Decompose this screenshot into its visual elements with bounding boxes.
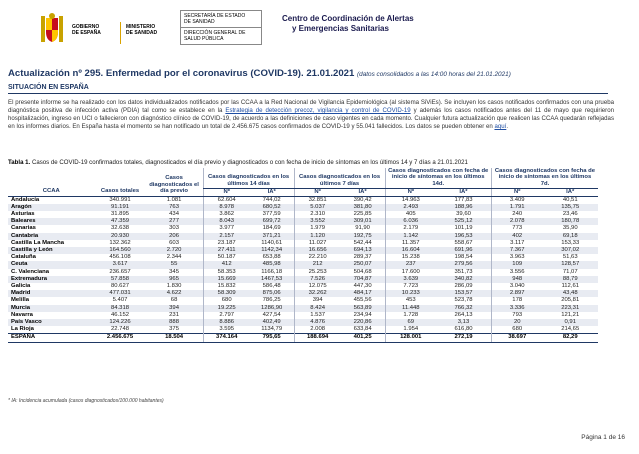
table-cell: 55: [146, 261, 204, 268]
table-cell: 6.036: [385, 218, 436, 225]
ccaa-name: La Rioja: [11, 326, 34, 333]
table-cell: 35,90: [562, 225, 578, 232]
table-row: [8, 312, 598, 319]
table-row: [8, 283, 598, 290]
table-cell: 1.537: [294, 312, 341, 319]
table-row: [8, 297, 598, 304]
ccaa-name: País Vasco: [8, 319, 95, 326]
table-cell: 786,25: [262, 297, 281, 304]
table-cell: 57.858: [95, 276, 146, 283]
intro-paragraph: El presente informe se ha realizado con los datos individualizados notificados por las CCAA a la Red Nacional de Vigilancia Epidemiológica (al sistema SiViEs). Se incluyen los casos notificados confirmados con una prueba diagnóstica positiva de infección activa (PDIA) tal como se establece en la Estrategia de detección precoz, vigilancia y control de COVID-19 y además los casos notificados antes del 11 de mayo que requirieron hospitalización, ingreso en UCI o fallecieron con diagnóstico clínico de COVID-19, de acuerdo a las definiciones de caso vigentes en cada momento. Cualquier futura actualización que realicen las CCAA quedarán reflejadas en los informes diarios. En España hasta el momento se han notificado un total de 2.456.675 casos confirmados de COVID-19 y 55.041 fallecidos. Los datos se pueden obtener en aquí.: [8, 99, 614, 130]
table-cell: 633,84: [353, 326, 372, 333]
table-cell: 128,57: [542, 261, 598, 268]
report-header: [0, 0, 639, 62]
table-cell: 32.851: [294, 196, 341, 204]
table-cell: 128.001: [385, 334, 436, 342]
table-row: [8, 254, 598, 261]
table-cell: 17.600: [385, 269, 436, 276]
table-cell: 180,78: [542, 218, 598, 225]
table-cell: 8.424: [294, 305, 341, 312]
table-cell: 3.639: [385, 276, 436, 283]
center-name: Centro de Coordinación de Alertas y Emergencias Sanitarias: [282, 14, 414, 33]
table-cell: 2.179: [385, 225, 436, 232]
table-cell: 19.225: [203, 305, 250, 312]
ccaa-name: Canarias: [11, 225, 36, 232]
table-cell: 132.362: [109, 239, 131, 246]
table-cell: 744,02: [262, 196, 281, 203]
ccaa-name: Madrid: [8, 290, 95, 297]
table-cell: 236.657: [109, 268, 131, 275]
table-cell: 188.694: [294, 334, 341, 342]
table-cell: 1.081: [166, 196, 182, 203]
table-cell: 5.407: [112, 297, 128, 304]
col-group-14d: Casos diagnosticados en los últimos 14 días: [203, 168, 294, 189]
table-cell: 188,96: [436, 204, 491, 211]
table-cell: 3.977: [203, 225, 250, 232]
ccaa-name: Baleares: [8, 218, 95, 225]
table-cell: 153,33: [561, 239, 580, 246]
table-cell: 16.656: [294, 247, 341, 254]
table-cell: 27.411: [203, 247, 250, 254]
table-cell: 12.075: [294, 283, 341, 290]
table-cell: 2.008: [294, 326, 341, 334]
table-cell: 212: [294, 261, 341, 268]
table-cell: 3.409: [491, 196, 542, 204]
table-cell: 2.897: [491, 290, 542, 297]
table-cell: 381,80: [341, 204, 385, 211]
report-title: Actualización nº 295. Enfermedad por el coronavirus (COVID-19). 21.01.2021 (datos consolidados a las 14:00 horas del 21.01.2021): [8, 68, 511, 79]
table-cell: 394: [146, 305, 204, 312]
table-row: [8, 225, 598, 232]
data-link[interactable]: aquí: [494, 123, 507, 130]
table-row: [8, 218, 598, 225]
table-cell: 1142,34: [250, 247, 294, 254]
table-cell: 69: [385, 319, 436, 326]
table-cell: 477.031: [95, 290, 146, 297]
col-group-symptoms-7d: Casos diagnosticados con fecha de inicio de síntomas en los últimos 7d.: [491, 168, 598, 189]
table-cell: 43,48: [542, 290, 598, 297]
table-cell: 71,07: [562, 268, 578, 275]
ccaa-name: C. Valenciana: [11, 268, 49, 275]
table-cell: 1.830: [166, 283, 182, 290]
table-cell: 7.526: [294, 276, 341, 283]
table-cell: 237: [385, 261, 436, 268]
sub-n: Nº: [491, 189, 542, 196]
table-cell: 1286,90: [250, 305, 294, 312]
sub-ia: IA*: [542, 189, 598, 196]
directorate-cell: DIRECCIÓN GENERAL DE SALUD PÚBLICA: [181, 27, 261, 44]
sub-n: Nº: [385, 189, 436, 196]
table-cell: 402,49: [250, 319, 294, 326]
table-cell: 40,51: [562, 196, 578, 203]
table-cell: 3.556: [491, 269, 542, 276]
table-cell: 5.037: [294, 204, 341, 211]
table-cell: 375: [169, 326, 179, 333]
table-cell: 62.604: [203, 196, 250, 204]
government-logo: [38, 10, 168, 50]
table-cell: 39,60: [456, 211, 471, 218]
table-cell: 2.078: [491, 218, 542, 225]
table-cell: 763: [146, 204, 204, 211]
table-cell: 3.117: [491, 240, 542, 247]
table-cell: 603: [169, 239, 179, 246]
cases-table: [8, 168, 598, 343]
table-cell: 25.253: [294, 269, 341, 276]
table-cell: 680: [203, 297, 250, 304]
table-cell: 309,01: [341, 218, 385, 225]
table-row: [8, 261, 598, 268]
table-cell: 4.622: [146, 290, 204, 297]
col-ccaa: CCAA: [8, 168, 95, 196]
ccaa-name: Aragón: [8, 204, 95, 211]
table-cell: 390,42: [353, 196, 372, 203]
table-cell: 223,31: [542, 305, 598, 312]
table-cell: 1.120: [294, 233, 341, 240]
table-row: [8, 290, 598, 297]
table-cell: 8.978: [203, 204, 250, 211]
table-cell: 525,12: [436, 218, 491, 225]
table-cell: 50.187: [203, 254, 250, 261]
table-cell: 38.697: [491, 334, 542, 342]
sub-n: Nº: [294, 189, 341, 196]
table-cell: 289,37: [353, 254, 372, 261]
table-cell: 15.669: [203, 276, 250, 283]
ccaa-name: Cataluña: [11, 254, 36, 261]
table-body: [8, 196, 598, 342]
table-row: [8, 211, 598, 218]
table-cell: 3,13: [436, 319, 491, 326]
table-cell: 345: [169, 268, 179, 275]
table-cell: 112,61: [561, 283, 580, 290]
table-cell: 434: [169, 211, 179, 218]
table-cell: 15.832: [203, 283, 250, 290]
table-cell: 3.336: [491, 305, 542, 312]
table-cell: 340,82: [436, 276, 491, 283]
table-cell: 272,19: [436, 334, 491, 342]
ministry-logo-text: MINISTERIO DE SANIDAD: [126, 24, 158, 36]
table-cell: 1134,79: [261, 326, 283, 333]
table-cell: 88,79: [542, 276, 598, 283]
table-cell: 405: [385, 211, 436, 218]
table-cell: 1467,53: [250, 276, 294, 283]
table-cell: 10.233: [385, 290, 436, 297]
ccaa-name: Galicia: [11, 283, 31, 290]
ccaa-name: Extremadura: [8, 276, 95, 283]
table-cell: 766,32: [436, 305, 491, 312]
table-cell: 20: [491, 319, 542, 326]
table-cell: 793: [491, 312, 542, 319]
table-cell: 699,72: [250, 218, 294, 225]
sub-ia: IA*: [436, 189, 491, 196]
table-cell: 82,29: [542, 334, 598, 342]
table-cell: 11.027: [294, 240, 341, 247]
title-note: (datos consolidados a las 14:00 horas del 21.01.2021): [357, 71, 511, 78]
table-cell: 351,73: [454, 268, 473, 275]
ccaa-name: Andalucía: [11, 196, 40, 203]
table-cell: 340.991: [109, 196, 131, 203]
section-heading: SITUACIÓN EN ESPAÑA: [8, 84, 89, 91]
table-footnote: * IA: Incidencia acumulada (casos diagnosticados/100.000 habitantes): [8, 398, 164, 404]
table-cell: 3.963: [491, 254, 542, 261]
table-cell: 225,85: [353, 211, 372, 218]
table-cell: 177,83: [454, 196, 473, 203]
table-cell: 7.367: [491, 247, 542, 254]
table-cell: 2.493: [385, 204, 436, 211]
col-previous-day: Casos diagnosticados el día previo: [146, 168, 204, 196]
table-cell: 394: [294, 297, 341, 304]
ccaa-name: Castilla y León: [8, 247, 95, 254]
table-cell: 109: [491, 261, 542, 268]
table-row: [8, 269, 598, 276]
table-cell: 164.560: [95, 247, 146, 254]
table-cell: 412: [203, 261, 250, 268]
table-cell: 84.318: [95, 305, 146, 312]
table-cell: 8.886: [203, 319, 250, 326]
table-cell: 888: [146, 319, 204, 326]
table-cell: 279,56: [436, 261, 491, 268]
table-cell: 2.157: [203, 233, 250, 240]
table-cell: 401,25: [341, 334, 385, 342]
ccaa-name: Cantabria: [8, 233, 95, 240]
table-cell: 1.791: [491, 204, 542, 211]
table-cell: 1.728: [385, 312, 436, 319]
col-group-symptoms-14d: Casos diagnosticados con fecha de inicio de síntomas en los últimos 14d.: [385, 168, 491, 189]
table-cell: 286,09: [454, 283, 473, 290]
table-cell: 124.226: [95, 319, 146, 326]
table-cell: 504,68: [353, 268, 372, 275]
table-cell: 2.797: [203, 312, 250, 319]
table-cell: 46.152: [110, 311, 130, 318]
table-row: [8, 233, 598, 240]
table-cell: 15.238: [385, 254, 436, 261]
table-cell: 1.979: [294, 225, 341, 232]
table-cell: 91.191: [95, 204, 146, 211]
table-cell: 447,30: [353, 283, 372, 290]
table-cell: 23,46: [562, 211, 578, 218]
department-box: [180, 10, 262, 45]
ccaa-name: Ceuta: [8, 261, 95, 268]
coat-of-arms-icon: [38, 12, 66, 48]
table-cell: 586,48: [262, 283, 281, 290]
table-cell: 184,69: [262, 225, 281, 232]
table-cell: 3.040: [491, 283, 542, 290]
table-cell: 0,91: [542, 319, 598, 326]
table-cell: 875,06: [250, 290, 294, 297]
table-cell: 240: [491, 211, 542, 218]
table-cell: 22.210: [294, 254, 341, 261]
table-cell: 205,81: [561, 297, 580, 304]
table-cell: 121,21: [561, 311, 580, 318]
table-cell: 31.895: [110, 211, 130, 218]
table-cell: 965: [146, 276, 204, 283]
table-cell: 80.627: [110, 283, 130, 290]
table-row: [8, 326, 598, 334]
table-cell: 58.309: [203, 290, 250, 297]
table-cell: 18.504: [146, 334, 204, 342]
table-cell: 69,18: [542, 233, 598, 240]
table-cell: 1140,61: [261, 239, 283, 246]
table-row: [8, 319, 598, 326]
table-cell: 2.310: [294, 211, 341, 218]
table-cell: 1.954: [385, 326, 436, 334]
table-cell: 23.187: [203, 240, 250, 247]
table-cell: 192,75: [341, 233, 385, 240]
logo-divider: [120, 22, 121, 44]
table-cell: 2.720: [146, 247, 204, 254]
sub-ia: IA*: [341, 189, 385, 196]
gov-logo-text: GOBIERNO DE ESPAÑA: [72, 24, 101, 36]
table-cell: 523,78: [454, 297, 473, 304]
table-cell: 220,86: [341, 319, 385, 326]
table-cell: 563,89: [341, 305, 385, 312]
table-cell: 374.164: [203, 334, 250, 342]
table-cell: 455,56: [353, 297, 372, 304]
total-row: [8, 334, 598, 342]
table-cell: 135,75: [542, 204, 598, 211]
col-total: Casos totales: [95, 168, 146, 196]
table-cell: 11.357: [385, 240, 436, 247]
table-cell: 453: [385, 297, 436, 304]
table-cell: 307,02: [542, 247, 598, 254]
ccaa-name: Murcia: [8, 305, 95, 312]
table-cell: 32.638: [110, 225, 130, 232]
table-cell: 16.604: [385, 247, 436, 254]
table-cell: 3.617: [95, 261, 146, 268]
table-row: [8, 276, 598, 283]
table-cell: 616,80: [454, 326, 473, 333]
table-row: [8, 204, 598, 211]
table-cell: 22.748: [110, 326, 130, 333]
table-cell: 558,67: [454, 239, 473, 246]
table-cell: 1.142: [385, 233, 436, 240]
table-cell: 680,52: [250, 204, 294, 211]
table-cell: 198,54: [454, 254, 473, 261]
table-cell: 1166,18: [261, 268, 283, 275]
table-cell: 214,65: [561, 326, 580, 333]
table-cell: 58.353: [203, 269, 250, 276]
table-cell: 91,90: [355, 225, 370, 232]
table-cell: 206: [146, 233, 204, 240]
ccaa-name: Navarra: [11, 311, 33, 318]
table-cell: 196,53: [436, 233, 491, 240]
table-cell: 485,98: [250, 261, 294, 268]
table-cell: 680: [491, 326, 542, 334]
table-cell: 8.043: [203, 218, 250, 225]
table-row: [8, 196, 598, 204]
table-header-row: [8, 168, 598, 189]
ccaa-name: Melilla: [11, 297, 30, 304]
sub-n: Nº: [203, 189, 250, 196]
strategy-link[interactable]: Estrategia de detección precoz, vigilancia y control de COVID-19: [225, 107, 411, 114]
table-cell: 51,63: [562, 254, 578, 261]
secretary-cell: SECRETARÍA DE ESTADO DE SANIDAD: [184, 13, 246, 25]
table-row: [8, 240, 598, 247]
col-group-7d: Casos diagnosticados en los últimos 7 días: [294, 168, 385, 189]
table-cell: 773: [491, 225, 542, 232]
sub-ia: IA*: [250, 189, 294, 196]
table-cell: 47.359: [95, 218, 146, 225]
table-cell: 371,21: [250, 233, 294, 240]
table-row: [8, 247, 598, 254]
table-cell: 694,13: [341, 247, 385, 254]
table-cell: 11.448: [385, 305, 436, 312]
table-cell: 3.595: [203, 326, 250, 334]
table-cell: 178: [491, 297, 542, 304]
table-caption: Tabla 1. Casos de COVID-19 confirmados totales, diagnosticados el día previo y diagnosticados o con fecha de inicio de síntomas en los últimos 14 y 7 días a 21.01.2021: [8, 159, 468, 166]
table-cell: 3.552: [294, 218, 341, 225]
table-cell: 68: [170, 297, 178, 304]
table-cell: 691,96: [436, 247, 491, 254]
table-cell: 542,44: [353, 239, 372, 246]
table-cell: 7.723: [385, 283, 436, 290]
table-cell: 456.108: [109, 254, 131, 261]
table-cell: 3.862: [203, 211, 250, 218]
table-cell: 14.963: [385, 196, 436, 204]
table-cell: 948: [491, 276, 542, 283]
table-cell: 704,87: [341, 276, 385, 283]
table-cell: 234,94: [353, 311, 372, 318]
table-cell: 32.262: [294, 290, 341, 297]
table-cell: 303: [169, 225, 179, 232]
table-cell: 2.344: [166, 254, 182, 261]
table-cell: 377,59: [262, 211, 281, 218]
page-number: Página 1 de 16: [581, 434, 625, 441]
table-cell: 484,17: [341, 290, 385, 297]
ccaa-name: Asturias: [11, 211, 35, 218]
section-divider: [8, 93, 608, 94]
table-cell: 795,65: [250, 334, 294, 342]
table-cell: 277: [146, 218, 204, 225]
table-cell: 4.876: [294, 319, 341, 326]
table-cell: 653,88: [262, 254, 281, 261]
ccaa-name: Castilla La Mancha: [11, 239, 65, 246]
table-cell: 20.930: [95, 233, 146, 240]
table-row: [8, 305, 598, 312]
table-cell: 250,07: [341, 261, 385, 268]
table-cell: 2.456.675: [95, 334, 146, 342]
table-cell: 402: [491, 233, 542, 240]
table-cell: 231: [169, 311, 179, 318]
table-cell: 153,57: [436, 290, 491, 297]
ccaa-name: ESPAÑA: [8, 334, 95, 342]
table-cell: 427,54: [262, 311, 281, 318]
table-cell: 264,13: [454, 311, 473, 318]
table-cell: 101,19: [454, 225, 473, 232]
